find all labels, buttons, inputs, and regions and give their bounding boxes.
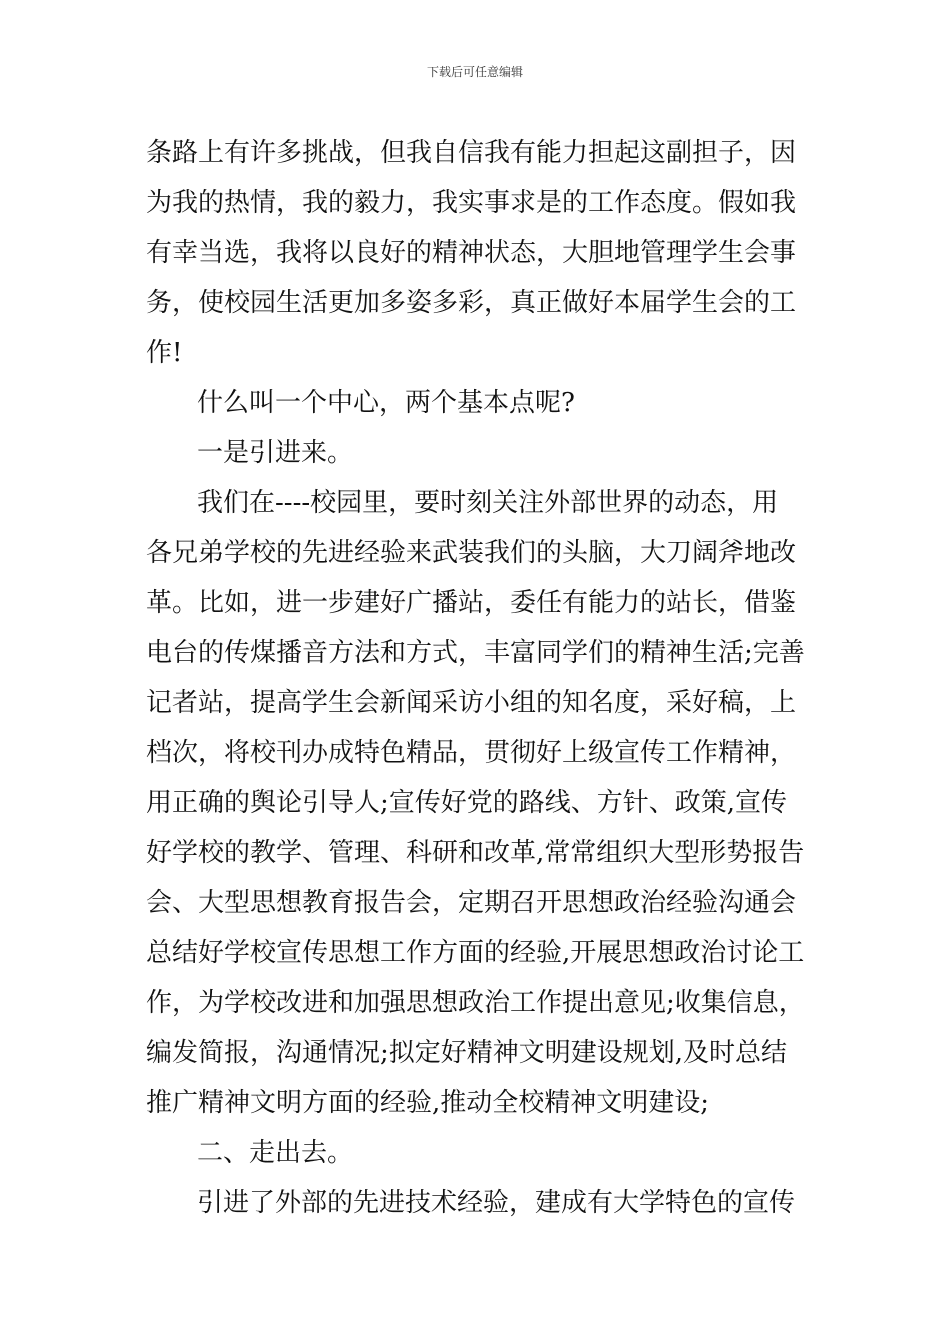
text-line: 作，为学校改进和加强思想政治工作提出意见;收集信息，: [146, 988, 805, 1018]
document-body: [146, 128, 811, 1228]
text-line: 务，使校园生活更加多姿多彩，真正做好本届学生会的工: [146, 288, 797, 318]
text-line: 推广精神文明方面的经验,推动全校精神文明建设;: [146, 1088, 710, 1118]
paragraph-line: 引进了外部的先进技术经验，建成有大学特色的宣传: [197, 1188, 796, 1218]
text-line: 总结好学校宣传思想工作方面的经验,开展思想政治讨论工: [146, 938, 805, 968]
paragraph-line: 一是引进来。: [197, 438, 354, 468]
paragraph-line: 二、走出去。: [197, 1138, 354, 1168]
text-line: 革。比如，进一步建好广播站，委任有能力的站长，借鉴: [146, 588, 797, 618]
text-line: 档次，将校刊办成特色精品，贯彻好上级宣传工作精神，: [146, 738, 797, 768]
text-line: 会、大型思想教育报告会，定期召开思想政治经验沟通会: [146, 888, 797, 918]
text-line: 各兄弟学校的先进经验来武装我们的头脑，大刀阔斧地改: [146, 538, 797, 568]
text-line: 记者站，提高学生会新闻采访小组的知名度，采好稿，上: [146, 688, 797, 718]
paragraph-line: 什么叫一个中心，两个基本点呢?: [197, 388, 575, 418]
paragraph-line: 我们在----校园里，要时刻关注外部世界的动态，用: [197, 488, 779, 518]
page-header-note: 下载后可任意编辑: [426, 65, 523, 79]
text-line: 有幸当选，我将以良好的精神状态，大胆地管理学生会事: [146, 238, 797, 268]
text-line: 用正确的舆论引导人;宣传好党的路线、方针、政策,宣传: [146, 788, 788, 818]
text-line: 编发简报，沟通情况;拟定好精神文明建设规划,及时总结: [146, 1038, 788, 1068]
text-line: 为我的热情，我的毅力，我实事求是的工作态度。假如我: [146, 188, 797, 218]
text-line: 电台的传煤播音方法和方式，丰富同学们的精神生活;完善: [146, 638, 805, 668]
text-line: 条路上有许多挑战，但我自信我有能力担起这副担子，因: [146, 138, 797, 168]
text-line: 作!: [146, 338, 183, 368]
text-line: 好学校的教学、管理、科研和改革,常常组织大型形势报告: [146, 838, 805, 868]
